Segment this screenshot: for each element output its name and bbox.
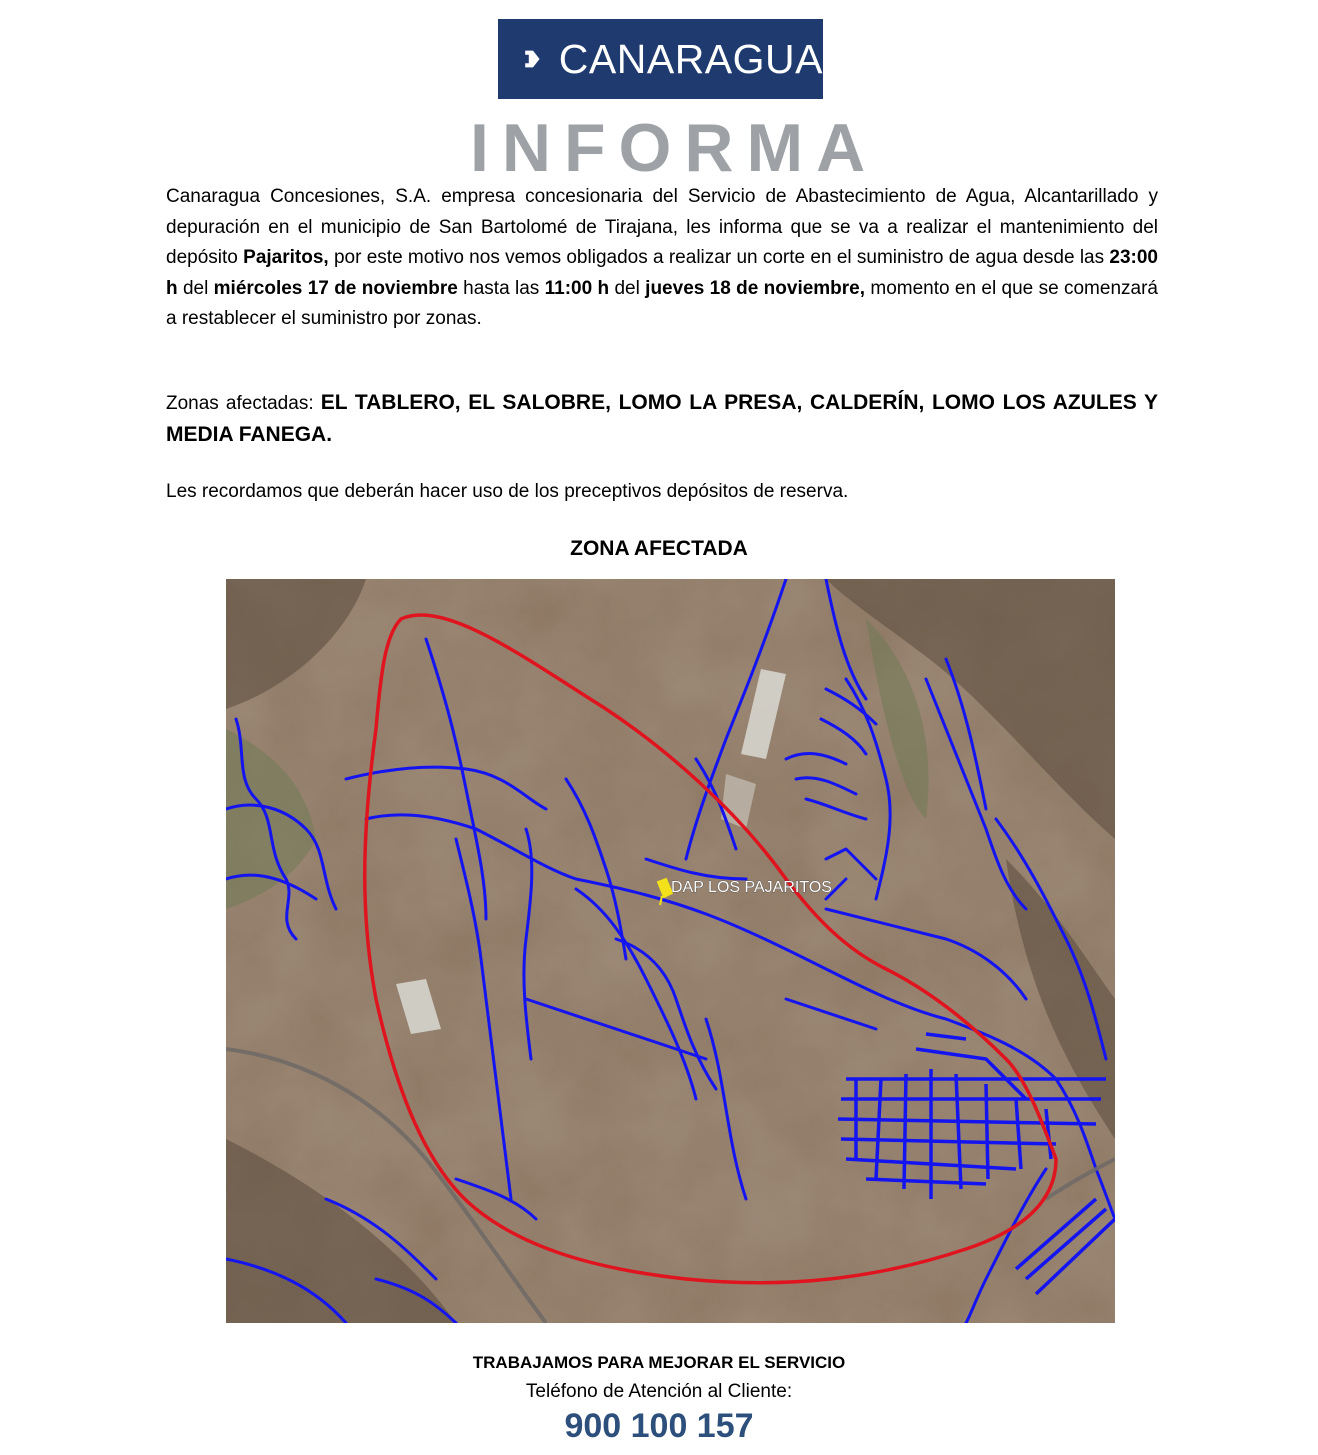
deposit-name: Pajaritos, xyxy=(243,247,329,269)
footer-phone-label: Teléfono de Atención al Cliente: xyxy=(525,1381,793,1402)
canaragua-logo-mark-icon xyxy=(524,29,541,89)
reminder-text: Les recordamos que deberán hacer uso de los preceptivos depósitos de reserva. xyxy=(166,481,849,502)
notice-text: por este motivo nos vemos obligados a realizar un corte en el suministro de agua desde las xyxy=(328,247,1110,269)
notice-text: del xyxy=(177,277,214,299)
map-svg xyxy=(226,579,1115,1323)
headline-informa: INFORMA xyxy=(470,110,879,186)
notice-text: hasta las xyxy=(457,277,545,299)
logo-text: CANARAGUA xyxy=(558,35,823,82)
zones-list: EL TABLERO, EL SALOBRE, LOMO LA PRESA, CALDERÍN, LOMO LOS AZULES Y MEDIA FANEGA. xyxy=(166,391,1159,446)
marker-label: DAP LOS PAJARITOS xyxy=(671,879,832,896)
notice-paragraph xyxy=(166,182,1158,335)
notice-text: momento en el que se comenzará a restablecer el suministro por zonas. xyxy=(166,277,1158,330)
canaragua-logo xyxy=(498,19,823,99)
affected-zone-map xyxy=(226,579,1115,1323)
affected-zones xyxy=(166,388,1158,451)
notice-text: Canaragua Concesiones, S.A. empresa concesionaria del Servicio de Abastecimiento de Agua, Alcantarillado y depuración en el municipio de San Bartolomé de Tirajana, les informa que se va a realizar el mantenimiento del depósito xyxy=(166,186,1158,269)
start-date: miércoles 17 de noviembre xyxy=(213,277,458,299)
footer-slogan: TRABAJAMOS PARA MEJORAR EL SERVICIO xyxy=(472,1353,846,1372)
notice-text: del xyxy=(609,277,646,299)
start-time: 23:00 h xyxy=(166,247,1159,299)
end-date: jueves 18 de noviembre, xyxy=(645,277,866,299)
zones-label: Zonas afectadas: xyxy=(166,393,321,414)
map-title: ZONA AFECTADA xyxy=(570,537,748,560)
footer-phone-number[interactable]: 900 100 157 xyxy=(564,1407,754,1445)
end-time: 11:00 h xyxy=(544,277,610,299)
